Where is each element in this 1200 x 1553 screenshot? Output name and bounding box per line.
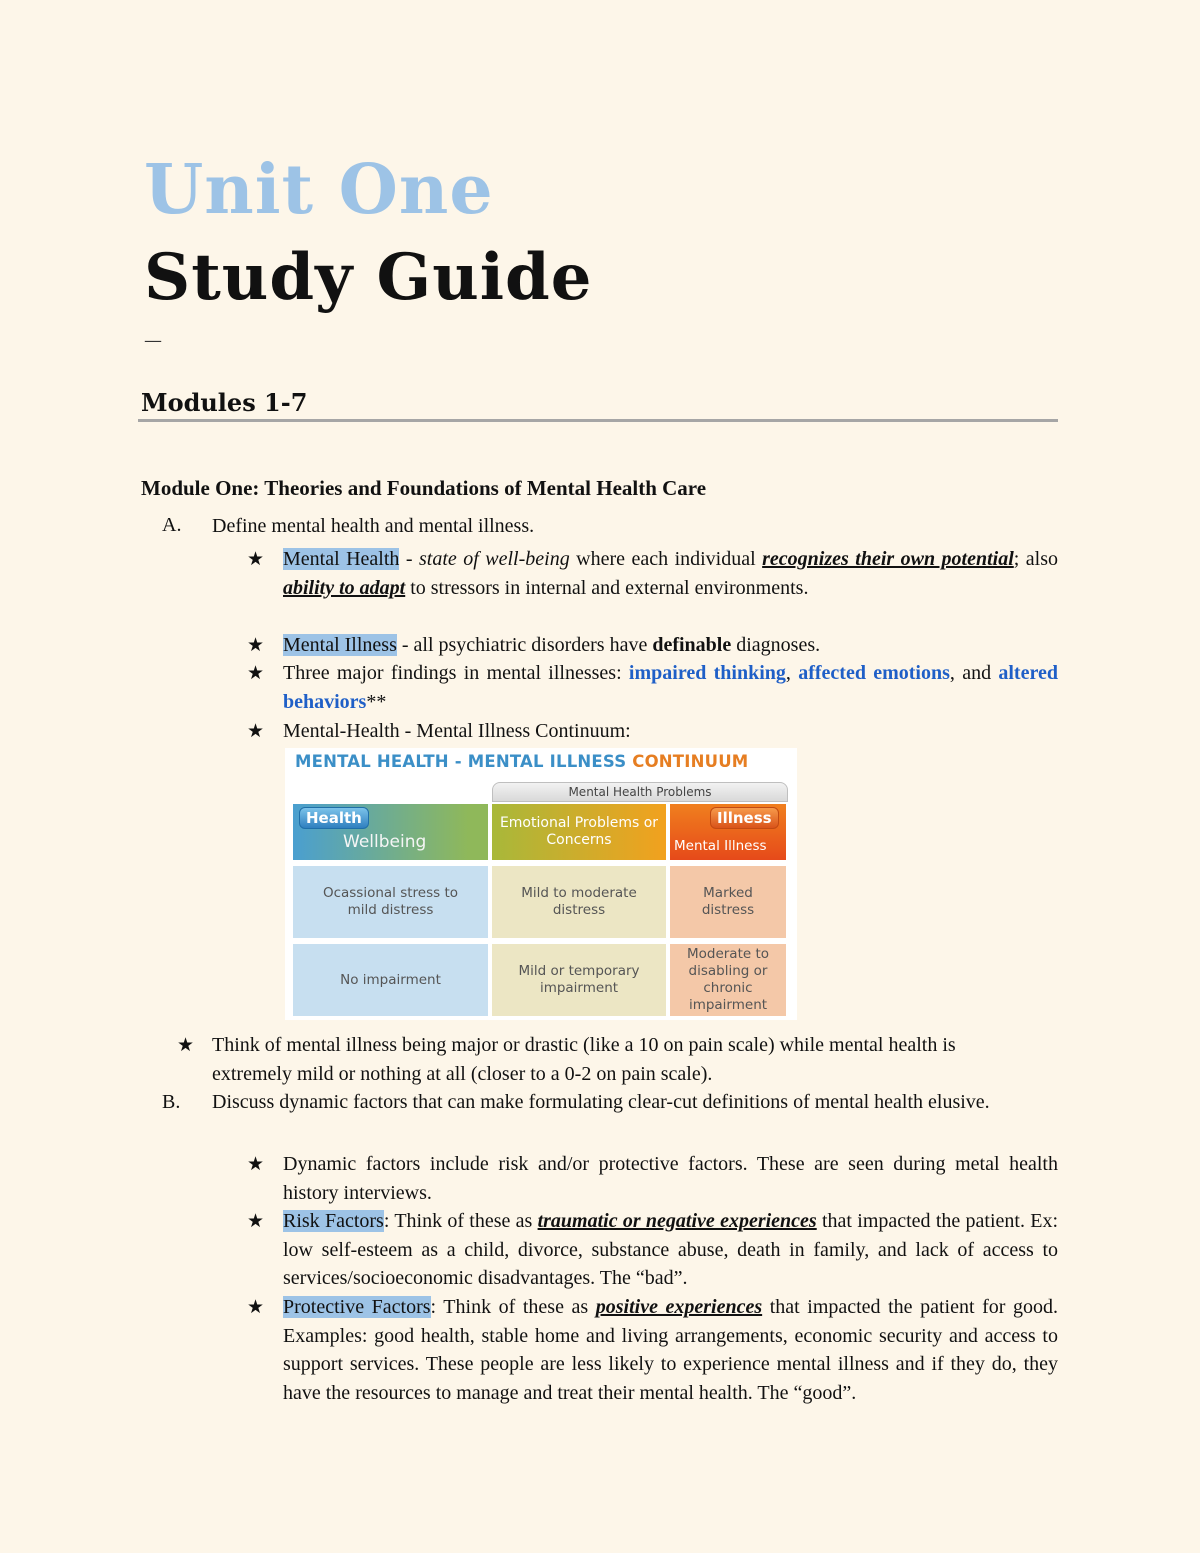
continuum-figure [285,748,797,1020]
text: where each individual [569,548,763,570]
header-health [293,804,488,860]
text: : Think of these as [383,1210,538,1232]
mental-health-problems-bar: Mental Health Problems [492,782,788,802]
cell-mild-moderate [492,866,666,938]
text: diagnoses. [731,634,821,656]
text: to stressors in internal and external environments. [405,576,809,599]
text: that impacted the patient for good. Examples: good health, stable home and living arrangements, economic security and access to support services. These people are less likely to experience mental illness and if they do, they have the resources to manage and treat their mental health. The “good”. [283,1296,1058,1404]
horizontal-rule [138,419,1058,422]
star-bullet-icon: ★ [247,1153,265,1175]
text: , and [949,662,999,684]
term-mental-health: Mental Health [283,548,400,570]
term-mental-illness: Mental Illness [283,634,397,656]
text: ; also [1013,548,1058,570]
text: positive experiences [595,1296,763,1318]
text: Mild to moderate distress [521,885,637,918]
cell-no-impairment [293,944,488,1016]
wellbeing-label: Wellbeing [343,832,427,852]
cell-occasional-stress [293,866,488,938]
item-b-text: Discuss dynamic factors that can make formulating clear-cut definitions of mental health elusive. [212,1091,990,1113]
cell-marked-distress [670,866,786,938]
text: - [399,548,420,570]
text: impaired thinking [628,662,786,684]
health-pill: Health [299,807,369,829]
text: CONTINUUM [632,752,749,771]
title-unit-one: Unit One [144,150,494,230]
text: definable [652,634,732,656]
emotional-label: Emotional Problems or Concerns [499,815,659,848]
text: , [785,662,799,684]
star-bullet-icon: ★ [177,1034,195,1056]
text: recognizes their own potential [762,548,1014,570]
think-note: Think of mental illness being major or drastic (like a 10 on pain scale) while mental health is extremely mild or nothing at all (closer to a 0-2 on pain scale). [212,1034,956,1085]
star-bullet-icon: ★ [247,720,265,742]
text: ability to adapt [283,576,406,599]
text: affected emotions [798,662,950,684]
bullet-mental-illness [283,631,1058,660]
bullet-dynamic-factors: Dynamic factors include risk and/or protective factors. These are seen during metal health history interviews. [283,1153,1058,1204]
text: Marked distress [701,885,755,918]
modules-subtitle: Modules 1-7 [141,388,308,417]
text: MENTAL HEALTH - MENTAL ILLNESS [295,752,633,771]
text: traumatic or negative experiences [537,1210,817,1232]
bullet-protective-factors [283,1293,1058,1407]
star-bullet-icon: ★ [247,548,265,570]
text: : Think of these as [430,1296,596,1318]
text: Three major findings in mental illnesses: [283,662,629,684]
text: state of well-being [419,548,570,570]
illness-pill: Illness [710,807,779,829]
figure-title [295,752,748,771]
text: that impacted the patient. Ex: low self-esteem as a child, divorce, substance abuse, death in family, and lack of access to services/socioeconomic disadvantages. The “bad”. [283,1210,1059,1289]
list-letter-b: B. [162,1091,181,1113]
text: No impairment [340,971,441,988]
cell-mild-temporary [492,944,666,1016]
star-bullet-icon: ★ [247,1296,265,1318]
text: - all psychiatric disorders have [396,634,653,656]
mental-illness-label: Mental Illness [674,838,767,854]
bullet-risk-factors [283,1207,1058,1293]
text: Ocassional stress to mild distress [322,885,459,918]
text: ** [366,690,387,713]
text: altered behaviors [283,662,1058,713]
star-bullet-icon: ★ [247,662,265,684]
bullet-three-findings [283,659,1058,716]
module-one-heading: Module One: Theories and Foundations of Mental Health Care [141,476,707,500]
header-illness [670,804,786,860]
bullet-mental-health [283,545,1058,602]
list-letter-a: A. [162,514,182,536]
cell-moderate-disabling [670,944,786,1016]
text: Mild or temporary impairment [518,963,640,996]
header-emotional [492,804,666,860]
item-a-text: Define mental health and mental illness. [212,515,535,537]
bullet-continuum: Mental-Health - Mental Illness Continuum: [283,720,631,742]
text: Moderate to disabling or chronic impairment [686,946,770,1013]
title-divider: — [144,330,162,351]
title-study-guide: Study Guide [144,240,593,315]
star-bullet-icon: ★ [247,1210,265,1232]
term-protective-factors: Protective Factors [283,1296,431,1318]
star-bullet-icon: ★ [247,634,265,656]
term-risk-factors: Risk Factors [283,1210,384,1232]
